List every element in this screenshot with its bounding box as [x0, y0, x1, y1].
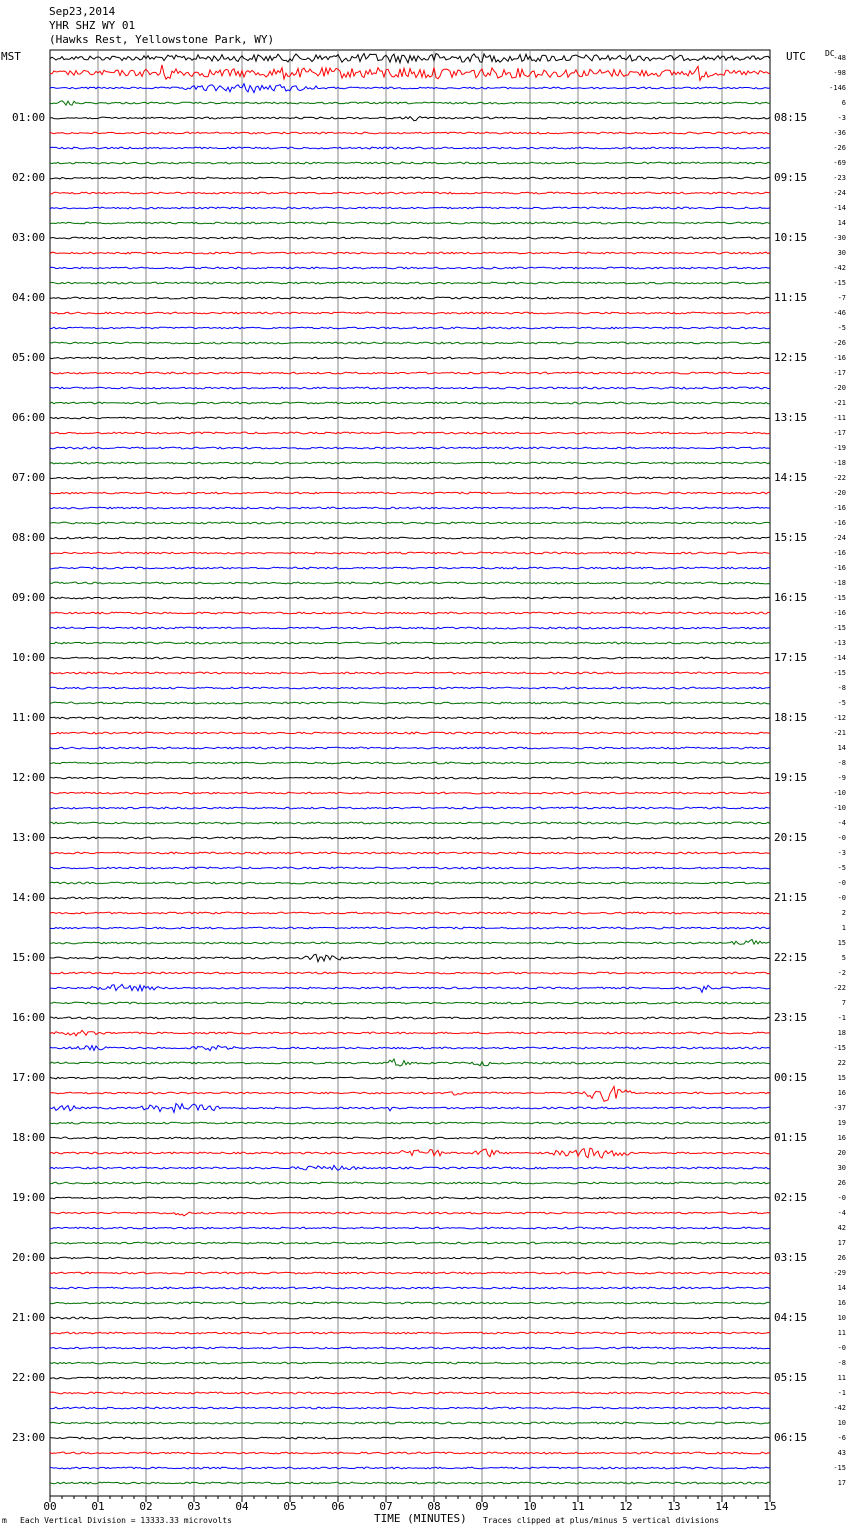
dc-offset-label: -15 [833, 1044, 846, 1052]
dc-offset-label: 15 [837, 939, 846, 947]
dc-offset-label: -8 [837, 1359, 846, 1367]
trace-line [50, 1122, 770, 1124]
dc-offset-label: -0 [837, 894, 846, 902]
x-tick-label: 09 [475, 1500, 489, 1513]
trace-line [50, 1272, 770, 1274]
hour-label-left: 06:00 [12, 411, 46, 424]
dc-offset-label: -37 [833, 1104, 846, 1112]
trace-line [50, 1148, 770, 1158]
dc-offset-label: -26 [833, 144, 846, 152]
dc-offset-label: 26 [837, 1254, 846, 1262]
dc-offset-label: 10 [837, 1314, 846, 1322]
trace-line [50, 954, 770, 961]
dc-offset-label: 14 [837, 744, 846, 752]
dc-offset-label: -24 [833, 534, 846, 542]
trace-line [50, 1467, 770, 1469]
dc-offset-label: -16 [833, 519, 846, 527]
hour-label-right: 21:15 [774, 891, 808, 904]
dc-offset-label: -14 [833, 204, 846, 212]
dc-offset-label: -16 [833, 609, 846, 617]
dc-offset-label: -30 [833, 234, 846, 242]
dc-offset-label: -1 [837, 1014, 846, 1022]
dc-offset-label: -18 [833, 459, 846, 467]
dc-offset-label: -19 [833, 444, 846, 452]
trace-line [50, 627, 770, 629]
dc-offset-label: -20 [833, 384, 846, 392]
trace-line [50, 162, 770, 164]
trace-line [50, 402, 770, 404]
trace-line [50, 762, 770, 764]
trace-line [50, 1077, 770, 1079]
dc-label: DC [825, 49, 835, 58]
hour-label-right: 01:15 [774, 1131, 808, 1144]
trace-line [50, 1137, 770, 1139]
hour-label-right: 05:15 [774, 1371, 808, 1384]
dc-offset-label: 6 [841, 99, 846, 107]
x-tick-label: 00 [43, 1500, 57, 1513]
hour-label-right: 19:15 [774, 771, 808, 784]
trace-line [50, 387, 770, 389]
dc-offset-label: -69 [833, 159, 846, 167]
dc-offset-label: -0 [837, 1344, 846, 1352]
dc-offset-label: -0 [837, 879, 846, 887]
dc-offset-label: -5 [837, 699, 846, 707]
x-tick-label: 05 [283, 1500, 297, 1513]
trace-line [50, 1227, 770, 1229]
dc-offset-label: 19 [837, 1119, 846, 1127]
dc-offset-label: -42 [833, 1404, 846, 1412]
dc-offset-label: 17 [837, 1479, 846, 1487]
trace-line [50, 312, 770, 314]
dc-offset-label: -21 [833, 399, 846, 407]
hour-label-right: 16:15 [774, 591, 808, 604]
dc-offset-label: -11 [833, 414, 846, 422]
x-tick-label: 13 [667, 1500, 681, 1513]
trace-line [50, 1257, 770, 1259]
dc-offset-label: -12 [833, 714, 846, 722]
dc-offset-label: 18 [837, 1029, 846, 1037]
trace-line [50, 912, 770, 914]
trace-line [50, 1362, 770, 1364]
hour-label-left: 18:00 [12, 1131, 46, 1144]
trace-line [50, 702, 770, 704]
trace-line [50, 65, 770, 81]
trace-line [50, 1302, 770, 1304]
trace-line [50, 1452, 770, 1454]
dc-offset-label: 43 [837, 1449, 846, 1457]
hour-label-right: 06:15 [774, 1431, 808, 1444]
trace-line [50, 1212, 770, 1216]
dc-offset-label: -16 [833, 354, 846, 362]
hour-label-left: 07:00 [12, 471, 46, 484]
dc-offset-label: -3 [837, 849, 846, 857]
x-axis-title: TIME (MINUTES) [374, 1512, 467, 1525]
dc-offset-label: -0 [837, 1194, 846, 1202]
trace-line [50, 342, 770, 344]
hour-label-left: 19:00 [12, 1191, 46, 1204]
trace-line [50, 357, 770, 359]
dc-offset-label: -13 [833, 639, 846, 647]
x-tick-label: 14 [715, 1500, 729, 1513]
dc-offset-label: -15 [833, 1464, 846, 1472]
dc-offset-label: -4 [837, 819, 846, 827]
dc-offset-label: -15 [833, 594, 846, 602]
hour-label-right: 10:15 [774, 231, 808, 244]
trace-line [50, 747, 770, 749]
trace-line [50, 1287, 770, 1289]
trace-line [50, 192, 770, 194]
dc-offset-label: -42 [833, 264, 846, 272]
hour-label-right: 22:15 [774, 951, 808, 964]
dc-offset-label: -20 [833, 489, 846, 497]
trace-line [50, 672, 770, 674]
hour-label-left: 20:00 [12, 1251, 46, 1264]
hour-label-right: 02:15 [774, 1191, 808, 1204]
dc-offset-label: 14 [837, 219, 846, 227]
dc-offset-label: -3 [837, 114, 846, 122]
dc-offset-label: -29 [833, 1269, 846, 1277]
hour-label-left: 11:00 [12, 711, 46, 724]
dc-offset-label: 16 [837, 1089, 846, 1097]
trace-line [50, 687, 770, 689]
trace-line [50, 1347, 770, 1349]
trace-line [50, 282, 770, 284]
trace-line [50, 1017, 770, 1019]
hour-label-left: 12:00 [12, 771, 46, 784]
x-tick-label: 10 [523, 1500, 537, 1513]
trace-line [50, 177, 770, 179]
trace-line [50, 297, 770, 299]
hour-label-right: 11:15 [774, 291, 808, 304]
trace-line [50, 537, 770, 539]
dc-offset-label: -26 [833, 339, 846, 347]
dc-offset-label: -4 [837, 1209, 846, 1217]
dc-offset-label: 16 [837, 1299, 846, 1307]
dc-offset-label: 30 [837, 249, 846, 257]
hour-label-left: 14:00 [12, 891, 46, 904]
dc-offset-label: -23 [833, 174, 846, 182]
hour-label-left: 04:00 [12, 291, 46, 304]
hour-label-left: 15:00 [12, 951, 46, 964]
dc-offset-label: -17 [833, 429, 846, 437]
plot-station: YHR SHZ WY 01 [49, 19, 136, 32]
dc-offset-label: 11 [837, 1374, 846, 1382]
dc-offset-label: -6 [837, 1434, 846, 1442]
x-tick-label: 07 [379, 1500, 393, 1513]
trace-line [50, 984, 770, 992]
trace-line [50, 267, 770, 269]
trace-line [50, 897, 770, 899]
trace-line [50, 972, 770, 974]
hour-label-left: 03:00 [12, 231, 46, 244]
dc-offset-label: -5 [837, 324, 846, 332]
trace-line [50, 582, 770, 584]
trace-line [50, 852, 770, 854]
trace-line [50, 417, 770, 419]
hour-label-left: 21:00 [12, 1311, 46, 1324]
dc-offset-label: -17 [833, 369, 846, 377]
trace-line [50, 101, 770, 106]
dc-offset-label: 15 [837, 1074, 846, 1082]
trace-line [50, 492, 770, 494]
hour-label-left: 01:00 [12, 111, 46, 124]
trace-line [50, 1002, 770, 1004]
trace-line [50, 507, 770, 509]
hour-label-right: 03:15 [774, 1251, 808, 1264]
dc-offset-label: -36 [833, 129, 846, 137]
dc-offset-label: 42 [837, 1224, 846, 1232]
trace-line [50, 732, 770, 734]
dc-offset-label: 7 [841, 999, 846, 1007]
dc-offset-label: -1 [837, 1389, 846, 1397]
vertical-scale-note: Each Vertical Division = 13333.33 microvolts [20, 1516, 232, 1525]
trace-line [50, 1059, 770, 1066]
trace-line [50, 117, 770, 121]
dc-offset-label: -14 [833, 654, 846, 662]
trace-line [50, 940, 770, 945]
plot-location: (Hawks Rest, Yellowstone Park, WY) [49, 33, 275, 46]
trace-line [50, 1242, 770, 1244]
x-tick-label: 02 [139, 1500, 153, 1513]
x-tick-label: 04 [235, 1500, 249, 1513]
dc-offset-label: -18 [833, 579, 846, 587]
dc-offset-label: 22 [837, 1059, 846, 1067]
hour-label-right: 15:15 [774, 531, 808, 544]
trace-line [50, 642, 770, 644]
trace-line [50, 837, 770, 839]
dc-offset-label: -5 [837, 864, 846, 872]
dc-offset-label: 11 [837, 1329, 846, 1337]
dc-offset-label: 14 [837, 1284, 846, 1292]
dc-offset-label: 17 [837, 1239, 846, 1247]
x-tick-label: 11 [571, 1500, 585, 1513]
trace-line [50, 567, 770, 569]
x-tick-label: 12 [619, 1500, 633, 1513]
hour-label-right: 20:15 [774, 831, 808, 844]
trace-line [50, 717, 770, 719]
trace-line [50, 1086, 770, 1101]
trace-line [50, 1407, 770, 1409]
x-tick-label: 06 [331, 1500, 345, 1513]
dc-offset-label: 20 [837, 1149, 846, 1157]
trace-line [50, 1046, 770, 1051]
trace-line [50, 1104, 770, 1113]
dc-offset-label: -16 [833, 549, 846, 557]
hour-label-right: 14:15 [774, 471, 808, 484]
trace-line [50, 792, 770, 794]
trace-line [50, 1197, 770, 1199]
dc-offset-label: -15 [833, 624, 846, 632]
dc-offset-label: -10 [833, 789, 846, 797]
dc-offset-label: -21 [833, 729, 846, 737]
dc-offset-label: -8 [837, 684, 846, 692]
hour-label-left: 23:00 [12, 1431, 46, 1444]
hour-label-left: 17:00 [12, 1071, 46, 1084]
dc-offset-label: 30 [837, 1164, 846, 1172]
trace-line [50, 552, 770, 554]
hour-label-right: 13:15 [774, 411, 808, 424]
hour-label-left: 02:00 [12, 171, 46, 184]
trace-line [50, 432, 770, 434]
dc-offset-label: 1 [841, 924, 846, 932]
trace-line [50, 132, 770, 134]
trace-line [50, 252, 770, 254]
dc-offset-label: -9 [837, 774, 846, 782]
hour-label-right: 00:15 [774, 1071, 808, 1084]
hour-label-right: 17:15 [774, 651, 808, 664]
dc-offset-label: -22 [833, 474, 846, 482]
dc-offset-label: 5 [841, 954, 846, 962]
hour-label-right: 23:15 [774, 1011, 808, 1024]
trace-line [50, 1165, 770, 1170]
trace-line [50, 207, 770, 209]
dc-offset-label: -10 [833, 804, 846, 812]
trace-line [50, 612, 770, 614]
trace-line [50, 1422, 770, 1424]
trace-line [50, 237, 770, 239]
dc-offset-label: -16 [833, 564, 846, 572]
trace-line [50, 777, 770, 779]
trace-line [50, 807, 770, 809]
timezone-left-label: MST [1, 50, 21, 63]
dc-offset-label: -8 [837, 759, 846, 767]
hour-label-right: 12:15 [774, 351, 808, 364]
trace-line [50, 54, 770, 63]
dc-offset-label: -48 [833, 54, 846, 62]
x-tick-label: 08 [427, 1500, 441, 1513]
hour-label-left: 16:00 [12, 1011, 46, 1024]
trace-line [50, 882, 770, 884]
hour-label-right: 09:15 [774, 171, 808, 184]
trace-line [50, 462, 770, 464]
trace-line [50, 1437, 770, 1439]
corner-mark: m [2, 1516, 7, 1525]
dc-offset-label: -16 [833, 504, 846, 512]
trace-line [50, 327, 770, 329]
dc-offset-label: -46 [833, 309, 846, 317]
trace-line [50, 147, 770, 149]
trace-line [50, 447, 770, 449]
trace-line [50, 1377, 770, 1379]
x-tick-label: 01 [91, 1500, 105, 1513]
dc-offset-label: -15 [833, 279, 846, 287]
trace-line [50, 522, 770, 524]
trace-line [50, 927, 770, 929]
hour-label-right: 08:15 [774, 111, 808, 124]
hour-label-left: 13:00 [12, 831, 46, 844]
x-tick-label: 03 [187, 1500, 201, 1513]
hour-label-left: 10:00 [12, 651, 46, 664]
hour-label-right: 18:15 [774, 711, 808, 724]
dc-offset-label: -98 [833, 69, 846, 77]
dc-offset-label: 10 [837, 1419, 846, 1427]
trace-line [50, 1182, 770, 1184]
dc-offset-label: 26 [837, 1179, 846, 1187]
dc-offset-label: -146 [829, 84, 846, 92]
x-tick-label: 15 [763, 1500, 777, 1513]
dc-offset-label: 2 [841, 909, 846, 917]
hour-label-left: 22:00 [12, 1371, 46, 1384]
trace-line [50, 84, 770, 93]
hour-label-left: 05:00 [12, 351, 46, 364]
trace-line [50, 1482, 770, 1484]
hour-label-left: 09:00 [12, 591, 46, 604]
trace-line [50, 372, 770, 374]
dc-offset-label: -22 [833, 984, 846, 992]
dc-offset-label: -0 [837, 834, 846, 842]
hour-label-left: 08:00 [12, 531, 46, 544]
trace-line [50, 1332, 770, 1334]
timezone-right-label: UTC [786, 50, 806, 63]
trace-line [50, 867, 770, 869]
plot-date: Sep23,2014 [49, 5, 116, 18]
dc-offset-label: -24 [833, 189, 846, 197]
dc-offset-label: 16 [837, 1134, 846, 1142]
trace-line [50, 1030, 770, 1035]
trace-line [50, 1392, 770, 1394]
trace-line [50, 657, 770, 659]
clip-note: Traces clipped at plus/minus 5 vertical divisions [483, 1516, 720, 1525]
dc-offset-label: -7 [837, 294, 846, 302]
hour-label-right: 04:15 [774, 1311, 808, 1324]
trace-line [50, 222, 770, 224]
trace-line [50, 477, 770, 479]
trace-line [50, 822, 770, 824]
trace-line [50, 1317, 770, 1319]
trace-line [50, 597, 770, 599]
dc-offset-label: -15 [833, 669, 846, 677]
dc-offset-label: -2 [837, 969, 846, 977]
